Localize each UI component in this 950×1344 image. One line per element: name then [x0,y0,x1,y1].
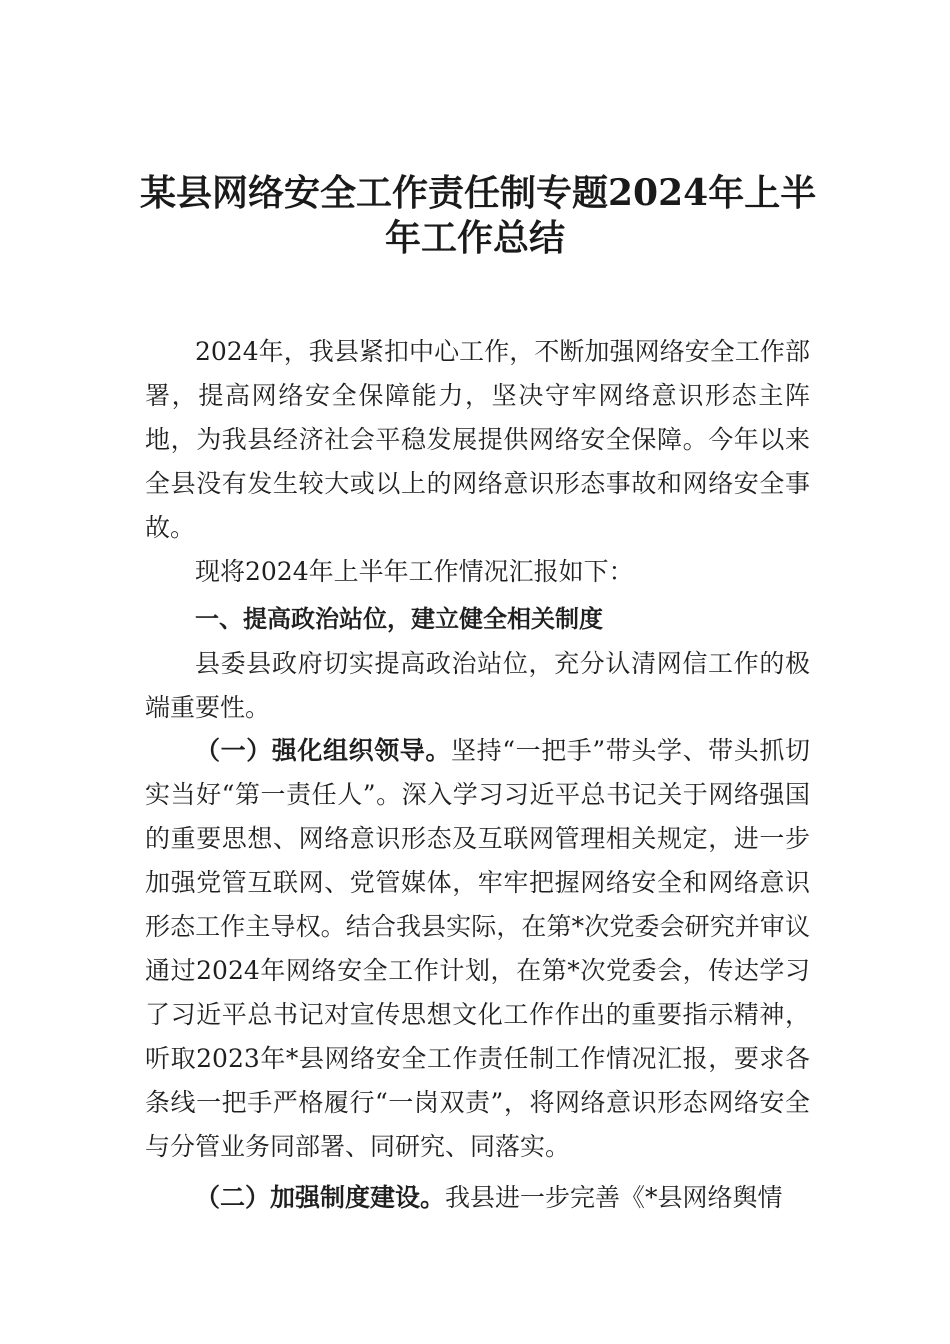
subsection-2-heading: （二）加强制度建设。 [195,1183,446,1212]
section-1-paragraph: 县委县政府切实提高政治站位，充分认清网信工作的极端重要性。 [145,649,810,722]
subsection-1-heading: （一）强化组织领导。 [195,736,452,765]
intro-paragraph: 2024年，我县紧扣中心工作，不断加强网络安全工作部署，提高网络安全保障能力，坚决守牢网络意识形态主阵地，为我县经济社会平稳发展提供网络安全保障。今年以来全县没有发生较大或以上的网络意识形态事故和网络安全事故。 [145,337,810,542]
report-intro-paragraph: 现将2024年上半年工作情况汇报如下： [195,557,634,586]
document-title-line-1: 某县网络安全工作责任制专题2024年上半 [140,172,817,214]
section-heading-1: 一、提高政治站位，建立健全相关制度 [195,605,603,633]
subsection-2-paragraph [145,1176,810,1220]
subsection-1-body: 坚持“一把手”带头学、带头抓切实当好“第一责任人”。深入学习习近平总书记关于网络强国的重要思想、网络意识形态及互联网管理相关规定，进一步加强党管互联网、党管媒体，牢牢把握网络安全和网络意识形态工作主导权。结合我县实际，在第*次党委会研究并审议通过2024年网络安全工作计划，在第*次党委会，传达学习了习近平总书记对宣传思想文化工作作出的重要指示精神，听取2023年*县网络安全工作责任制工作情况汇报，要求各条线一把手严格履行“一岗双责”，将网络意识形态网络安全与分管业务同部署、同研究、同落实。 [145,736,810,1161]
document-title-line-2: 年工作总结 [384,217,565,259]
subsection-2-body: 我县进一步完善《*县网络舆情 [445,1183,783,1212]
subsection-1-paragraph [145,729,810,1169]
